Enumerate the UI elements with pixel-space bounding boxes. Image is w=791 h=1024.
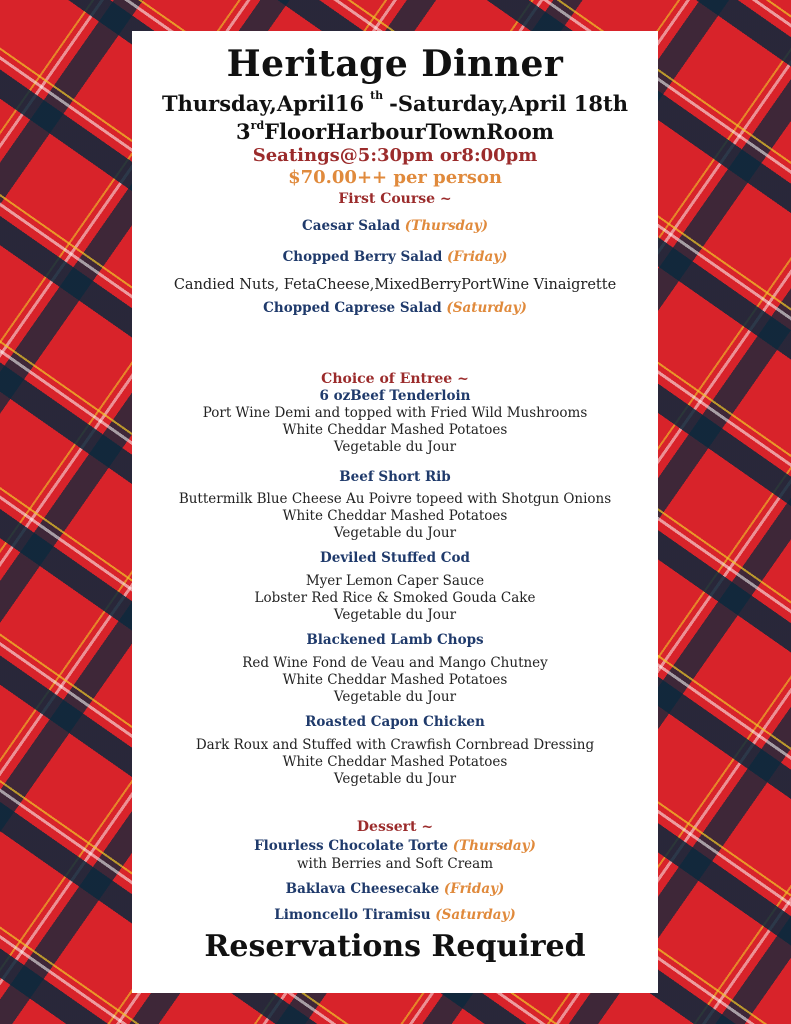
event-location (132, 119, 658, 144)
entree-description: Buttermilk Blue Cheese Au Poivre topeed with Shotgun Onions White Cheddar Mashed Potatoes Vegetable du Jour (178, 491, 612, 541)
room-name: FloorHarbourTownRoom (264, 119, 554, 144)
dessert-heading: Dessert ~ (356, 819, 434, 835)
item-name: Caesar Salad (302, 218, 401, 234)
entree-item: Deviled Stuffed Cod (320, 550, 470, 566)
menu-card (132, 31, 658, 993)
item-name: Baklava Cheesecake (285, 881, 440, 897)
item-name: Chopped Caprese Salad (263, 300, 442, 316)
dessert-item (132, 907, 658, 923)
reservations-note: Reservations Required (204, 929, 586, 964)
date-superscript: th (370, 89, 384, 102)
entree-description: Red Wine Fond de Veau and Mango Chutney White Cheddar Mashed Potatoes Vegetable du Jour (242, 655, 548, 705)
price: $70.00++ per person (288, 167, 502, 188)
item-day: (Thursday) (404, 218, 488, 234)
entree-description: Dark Roux and Stuffed with Crawfish Cornbread Dressing White Cheddar Mashed Potatoes Vegetable du Jour (195, 737, 595, 787)
item-day: (Saturday) (446, 300, 527, 316)
event-dates (132, 89, 658, 116)
item-description: Candied Nuts, FetaCheese,MixedBerryPortWine Vinaigrette (173, 277, 617, 293)
entree-item: Beef Short Rib (339, 469, 451, 485)
menu-item (132, 300, 658, 316)
dessert-description: with Berries and Soft Cream (296, 856, 493, 872)
room-superscript: rd (250, 119, 265, 132)
date-end: -Saturday,April 18th (389, 91, 628, 116)
item-day: (Friday) (447, 249, 508, 265)
dessert-item (132, 881, 658, 897)
date-start: Thursday,April16 (162, 91, 365, 116)
entree-item: Roasted Capon Chicken (305, 714, 485, 730)
entree-description: Myer Lemon Caper Sauce Lobster Red Rice & Smoked Gouda Cake Vegetable du Jour (254, 573, 536, 623)
first-course-heading: First Course ~ (338, 191, 452, 207)
item-day: (Friday) (443, 881, 505, 897)
dessert-item (132, 838, 658, 854)
entree-heading: Choice of Entree ~ (321, 371, 469, 387)
item-day: (Thursday) (452, 838, 536, 854)
entree-item: Blackened Lamb Chops (306, 632, 484, 648)
menu-item (132, 249, 658, 265)
entree-description: Port Wine Demi and topped with Fried Wild Mushrooms White Cheddar Mashed Potatoes Vegetable du Jour (202, 405, 588, 455)
seating-times: Seatings@5:30pm or8:00pm (252, 145, 538, 166)
item-name: Flourless Chocolate Torte (254, 838, 448, 854)
room-floor: 3 (236, 119, 251, 144)
menu-item (132, 218, 658, 234)
item-day: (Saturday) (435, 907, 516, 923)
page-title: Heritage Dinner (226, 43, 564, 85)
entree-item: 6 ozBeef Tenderloin (319, 388, 471, 404)
item-name: Limoncello Tiramisu (274, 907, 431, 923)
item-name: Chopped Berry Salad (282, 249, 443, 265)
